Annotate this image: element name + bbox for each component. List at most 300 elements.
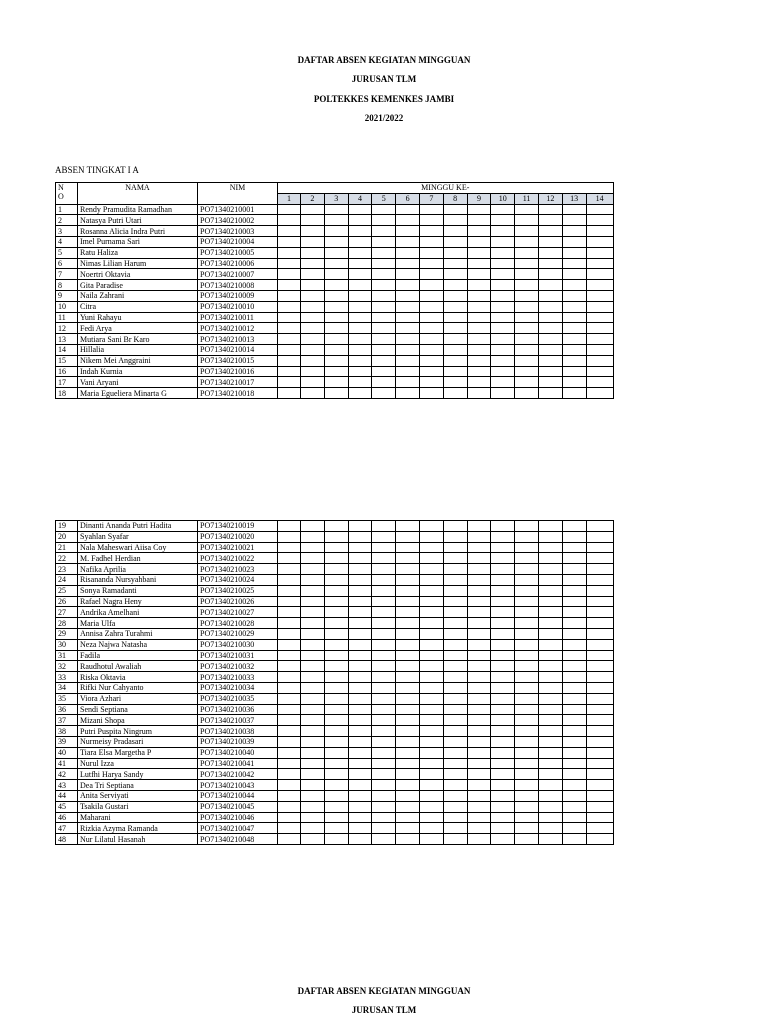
attendance-cell — [491, 661, 515, 672]
attendance-cell — [491, 823, 515, 834]
attendance-cell — [396, 301, 420, 312]
attendance-cell — [301, 290, 325, 301]
attendance-cell — [562, 377, 586, 388]
attendance-cell — [467, 801, 491, 812]
attendance-cell — [538, 801, 562, 812]
table-row — [56, 790, 614, 801]
attendance-cell — [278, 812, 301, 823]
attendance-cell — [324, 521, 348, 532]
table-row — [56, 650, 614, 661]
attendance-cell — [348, 682, 372, 693]
attendance-cell — [443, 704, 467, 715]
attendance-cell — [324, 596, 348, 607]
cell-nim: PO71340210003 — [198, 226, 278, 237]
attendance-cell — [396, 531, 420, 542]
table-row — [56, 334, 614, 345]
attendance-cell — [562, 388, 586, 399]
attendance-cell — [278, 280, 301, 291]
attendance-cell — [324, 682, 348, 693]
attendance-cell — [324, 301, 348, 312]
attendance-cell — [324, 769, 348, 780]
attendance-cell — [491, 693, 515, 704]
attendance-cell — [419, 388, 443, 399]
attendance-cell — [372, 323, 396, 334]
attendance-cell — [396, 204, 420, 215]
cell-nama: Natasya Putri Utari — [78, 215, 198, 226]
attendance-cell — [419, 628, 443, 639]
attendance-cell — [491, 226, 515, 237]
attendance-cell — [586, 672, 613, 683]
attendance-cell — [324, 334, 348, 345]
week-header-1: 1 — [278, 193, 301, 204]
column-header-no — [56, 183, 78, 205]
attendance-cell — [348, 312, 372, 323]
attendance-cell — [419, 301, 443, 312]
attendance-cell — [396, 628, 420, 639]
attendance-cell — [396, 258, 420, 269]
attendance-cell — [515, 704, 539, 715]
attendance-cell — [301, 790, 325, 801]
attendance-cell — [538, 204, 562, 215]
attendance-cell — [419, 247, 443, 258]
cell-no: 33 — [56, 672, 78, 683]
table-row — [56, 628, 614, 639]
attendance-cell — [443, 355, 467, 366]
attendance-cell — [515, 366, 539, 377]
attendance-cell — [562, 693, 586, 704]
attendance-cell — [491, 269, 515, 280]
cell-nama: Noertri Oktavia — [78, 269, 198, 280]
attendance-cell — [372, 290, 396, 301]
cell-no: 43 — [56, 780, 78, 791]
cell-no: 40 — [56, 747, 78, 758]
attendance-cell — [467, 736, 491, 747]
attendance-cell — [278, 521, 301, 532]
attendance-cell — [562, 639, 586, 650]
attendance-cell — [278, 301, 301, 312]
cell-nama: Imel Purnama Sari — [78, 236, 198, 247]
attendance-cell — [562, 596, 586, 607]
cell-nama: Mizani Shopa — [78, 715, 198, 726]
attendance-cell — [586, 553, 613, 564]
attendance-cell — [419, 323, 443, 334]
cell-nama: Hillalia — [78, 344, 198, 355]
attendance-cell — [301, 596, 325, 607]
attendance-cell — [586, 834, 613, 845]
attendance-cell — [467, 312, 491, 323]
cell-nim: PO71340210022 — [198, 553, 278, 564]
cell-no: 25 — [56, 585, 78, 596]
cell-no: 18 — [56, 388, 78, 399]
attendance-cell — [301, 236, 325, 247]
cell-nama: Citra — [78, 301, 198, 312]
attendance-cell — [348, 726, 372, 737]
attendance-cell — [278, 226, 301, 237]
table-row — [56, 607, 614, 618]
attendance-cell — [301, 812, 325, 823]
attendance-cell — [419, 790, 443, 801]
attendance-table-part2 — [55, 520, 614, 845]
attendance-cell — [419, 269, 443, 280]
attendance-cell — [443, 585, 467, 596]
attendance-cell — [324, 355, 348, 366]
attendance-cell — [348, 258, 372, 269]
attendance-cell — [538, 607, 562, 618]
attendance-cell — [491, 650, 515, 661]
cell-no: 6 — [56, 258, 78, 269]
attendance-cell — [515, 682, 539, 693]
cell-nim: PO71340210007 — [198, 269, 278, 280]
cell-nama: Rizkia Azyma Ramanda — [78, 823, 198, 834]
week-header-2: 2 — [301, 193, 325, 204]
attendance-cell — [467, 344, 491, 355]
attendance-cell — [443, 301, 467, 312]
attendance-cell — [538, 596, 562, 607]
table-row — [56, 618, 614, 629]
heading-institution: POLTEKKES KEMENKES JAMBI — [313, 93, 455, 104]
attendance-cell — [278, 650, 301, 661]
attendance-cell — [467, 280, 491, 291]
attendance-cell — [586, 607, 613, 618]
attendance-cell — [538, 693, 562, 704]
cell-nama: Vani Aryani — [78, 377, 198, 388]
attendance-cell — [301, 564, 325, 575]
attendance-cell — [467, 682, 491, 693]
cell-nama: Viora Azhari — [78, 693, 198, 704]
attendance-cell — [538, 661, 562, 672]
attendance-cell — [491, 736, 515, 747]
attendance-cell — [562, 269, 586, 280]
attendance-cell — [467, 521, 491, 532]
attendance-cell — [419, 521, 443, 532]
attendance-cell — [443, 769, 467, 780]
attendance-cell — [301, 312, 325, 323]
attendance-cell — [278, 618, 301, 629]
attendance-cell — [491, 301, 515, 312]
attendance-cell — [515, 790, 539, 801]
attendance-cell — [372, 204, 396, 215]
attendance-cell — [301, 344, 325, 355]
attendance-cell — [515, 215, 539, 226]
cell-nim: PO71340210020 — [198, 531, 278, 542]
attendance-cell — [586, 596, 613, 607]
cell-no: 7 — [56, 269, 78, 280]
attendance-cell — [372, 726, 396, 737]
attendance-cell — [396, 215, 420, 226]
attendance-cell — [324, 758, 348, 769]
attendance-cell — [348, 290, 372, 301]
cell-no: 39 — [56, 736, 78, 747]
attendance-cell — [562, 780, 586, 791]
attendance-cell — [301, 258, 325, 269]
cell-no: 1 — [56, 204, 78, 215]
attendance-cell — [443, 574, 467, 585]
table-row — [56, 661, 614, 672]
table-row — [56, 344, 614, 355]
attendance-cell — [372, 564, 396, 575]
attendance-cell — [515, 323, 539, 334]
cell-nama: Fedi Arya — [78, 323, 198, 334]
attendance-cell — [562, 531, 586, 542]
attendance-cell — [467, 596, 491, 607]
table-row — [56, 704, 614, 715]
attendance-cell — [443, 334, 467, 345]
attendance-cell — [491, 204, 515, 215]
attendance-cell — [348, 758, 372, 769]
attendance-cell — [467, 704, 491, 715]
attendance-cell — [419, 236, 443, 247]
attendance-cell — [467, 553, 491, 564]
attendance-cell — [278, 564, 301, 575]
cell-nama: Nala Maheswari Aiisa Coy — [78, 542, 198, 553]
attendance-cell — [372, 236, 396, 247]
cell-nama: Naila Zahrani — [78, 290, 198, 301]
attendance-cell — [396, 323, 420, 334]
cell-nim: PO71340210035 — [198, 693, 278, 704]
cell-nama: Ratu Haliza — [78, 247, 198, 258]
attendance-cell — [419, 574, 443, 585]
cell-no: 22 — [56, 553, 78, 564]
attendance-cell — [467, 715, 491, 726]
attendance-cell — [562, 290, 586, 301]
cell-nim: PO71340210018 — [198, 388, 278, 399]
attendance-cell — [301, 618, 325, 629]
attendance-cell — [419, 823, 443, 834]
attendance-cell — [372, 607, 396, 618]
attendance-cell — [562, 301, 586, 312]
attendance-cell — [586, 204, 613, 215]
attendance-cell — [301, 366, 325, 377]
attendance-cell — [515, 574, 539, 585]
attendance-cell — [491, 780, 515, 791]
attendance-cell — [396, 758, 420, 769]
week-header-3: 3 — [324, 193, 348, 204]
cell-nama: Rifki Nur Cahyanto — [78, 682, 198, 693]
table-row — [56, 769, 614, 780]
attendance-cell — [419, 215, 443, 226]
attendance-cell — [491, 834, 515, 845]
attendance-rows-part1 — [56, 204, 614, 398]
document-heading — [0, 55, 768, 132]
attendance-cell — [372, 618, 396, 629]
attendance-cell — [278, 355, 301, 366]
attendance-cell — [538, 247, 562, 258]
attendance-cell — [586, 355, 613, 366]
attendance-cell — [348, 377, 372, 388]
attendance-cell — [324, 366, 348, 377]
attendance-cell — [419, 672, 443, 683]
attendance-cell — [586, 574, 613, 585]
attendance-cell — [419, 377, 443, 388]
attendance-cell — [467, 366, 491, 377]
attendance-cell — [396, 542, 420, 553]
cell-no: 31 — [56, 650, 78, 661]
attendance-cell — [562, 736, 586, 747]
cell-no: 5 — [56, 247, 78, 258]
attendance-cell — [515, 769, 539, 780]
attendance-cell — [324, 344, 348, 355]
attendance-cell — [443, 790, 467, 801]
attendance-cell — [443, 258, 467, 269]
cell-nama: Nimas Lilian Harum — [78, 258, 198, 269]
attendance-cell — [348, 780, 372, 791]
attendance-cell — [467, 758, 491, 769]
cell-no: 38 — [56, 726, 78, 737]
table-row — [56, 693, 614, 704]
cell-nim: PO71340210043 — [198, 780, 278, 791]
cell-nim: PO71340210004 — [198, 236, 278, 247]
week-header-7: 7 — [419, 193, 443, 204]
attendance-cell — [443, 521, 467, 532]
attendance-cell — [324, 531, 348, 542]
next-heading-department: JURUSAN TLM — [351, 1005, 417, 1016]
attendance-cell — [372, 355, 396, 366]
attendance-cell — [372, 553, 396, 564]
attendance-cell — [396, 790, 420, 801]
attendance-cell — [515, 596, 539, 607]
attendance-cell — [396, 769, 420, 780]
table-row — [56, 682, 614, 693]
table-row — [56, 531, 614, 542]
cell-no: 41 — [56, 758, 78, 769]
attendance-cell — [372, 801, 396, 812]
table-row — [56, 323, 614, 334]
attendance-cell — [396, 618, 420, 629]
attendance-cell — [491, 628, 515, 639]
attendance-cell — [372, 542, 396, 553]
attendance-cell — [586, 661, 613, 672]
cell-nama: Dinanti Ananda Putri Hadita — [78, 521, 198, 532]
attendance-cell — [372, 388, 396, 399]
attendance-cell — [278, 377, 301, 388]
cell-nama: Nikem Mei Anggraini — [78, 355, 198, 366]
attendance-cell — [515, 521, 539, 532]
attendance-cell — [515, 639, 539, 650]
attendance-cell — [372, 301, 396, 312]
cell-nim: PO71340210033 — [198, 672, 278, 683]
attendance-cell — [562, 215, 586, 226]
attendance-cell — [515, 388, 539, 399]
attendance-cell — [372, 758, 396, 769]
attendance-cell — [491, 236, 515, 247]
attendance-cell — [278, 366, 301, 377]
attendance-cell — [467, 269, 491, 280]
attendance-cell — [324, 553, 348, 564]
cell-no: 23 — [56, 564, 78, 575]
attendance-cell — [467, 780, 491, 791]
cell-nim: PO71340210048 — [198, 834, 278, 845]
attendance-cell — [372, 377, 396, 388]
attendance-cell — [491, 574, 515, 585]
attendance-cell — [348, 521, 372, 532]
attendance-cell — [278, 834, 301, 845]
attendance-cell — [467, 236, 491, 247]
attendance-cell — [396, 344, 420, 355]
cell-nim: PO71340210001 — [198, 204, 278, 215]
attendance-cell — [348, 269, 372, 280]
attendance-cell — [515, 801, 539, 812]
attendance-cell — [515, 747, 539, 758]
attendance-cell — [515, 334, 539, 345]
attendance-cell — [396, 672, 420, 683]
attendance-cell — [515, 758, 539, 769]
attendance-cell — [372, 334, 396, 345]
attendance-cell — [324, 542, 348, 553]
attendance-cell — [491, 280, 515, 291]
attendance-cell — [348, 607, 372, 618]
attendance-cell — [515, 693, 539, 704]
attendance-cell — [301, 542, 325, 553]
cell-nim: PO71340210015 — [198, 355, 278, 366]
attendance-cell — [419, 531, 443, 542]
attendance-cell — [467, 290, 491, 301]
attendance-cell — [538, 290, 562, 301]
cell-nama: Risananda Nursyahbani — [78, 574, 198, 585]
attendance-cell — [538, 769, 562, 780]
attendance-cell — [562, 650, 586, 661]
attendance-cell — [348, 564, 372, 575]
attendance-cell — [467, 628, 491, 639]
cell-nama: Annisa Zahra Turahmi — [78, 628, 198, 639]
attendance-cell — [419, 736, 443, 747]
cell-nama: Rendy Pramudita Ramadhan — [78, 204, 198, 215]
attendance-cell — [372, 628, 396, 639]
attendance-cell — [515, 553, 539, 564]
cell-no: 8 — [56, 280, 78, 291]
attendance-cell — [491, 334, 515, 345]
attendance-cell — [562, 521, 586, 532]
attendance-cell — [491, 704, 515, 715]
attendance-cell — [586, 639, 613, 650]
attendance-cell — [562, 258, 586, 269]
attendance-cell — [491, 247, 515, 258]
attendance-cell — [278, 542, 301, 553]
attendance-cell — [443, 290, 467, 301]
attendance-cell — [443, 269, 467, 280]
cell-nama: Gita Paradise — [78, 280, 198, 291]
attendance-cell — [443, 247, 467, 258]
attendance-cell — [538, 639, 562, 650]
cell-nim: PO71340210044 — [198, 790, 278, 801]
attendance-cell — [396, 290, 420, 301]
attendance-cell — [278, 780, 301, 791]
attendance-cell — [491, 553, 515, 564]
attendance-cell — [491, 344, 515, 355]
table-row — [56, 377, 614, 388]
cell-nama: Fadila — [78, 650, 198, 661]
attendance-cell — [396, 607, 420, 618]
attendance-cell — [586, 290, 613, 301]
attendance-cell — [419, 585, 443, 596]
attendance-cell — [562, 618, 586, 629]
attendance-cell — [372, 682, 396, 693]
attendance-cell — [562, 607, 586, 618]
attendance-cell — [586, 236, 613, 247]
attendance-cell — [396, 312, 420, 323]
cell-nama: Sendi Septiana — [78, 704, 198, 715]
cell-nama: Nurul Izza — [78, 758, 198, 769]
table-row — [56, 521, 614, 532]
attendance-cell — [372, 639, 396, 650]
attendance-cell — [278, 736, 301, 747]
column-header-nama: NAMA — [78, 183, 198, 205]
attendance-cell — [443, 736, 467, 747]
attendance-cell — [419, 553, 443, 564]
cell-no: 44 — [56, 790, 78, 801]
attendance-cell — [372, 823, 396, 834]
attendance-cell — [324, 290, 348, 301]
cell-nim: PO71340210013 — [198, 334, 278, 345]
